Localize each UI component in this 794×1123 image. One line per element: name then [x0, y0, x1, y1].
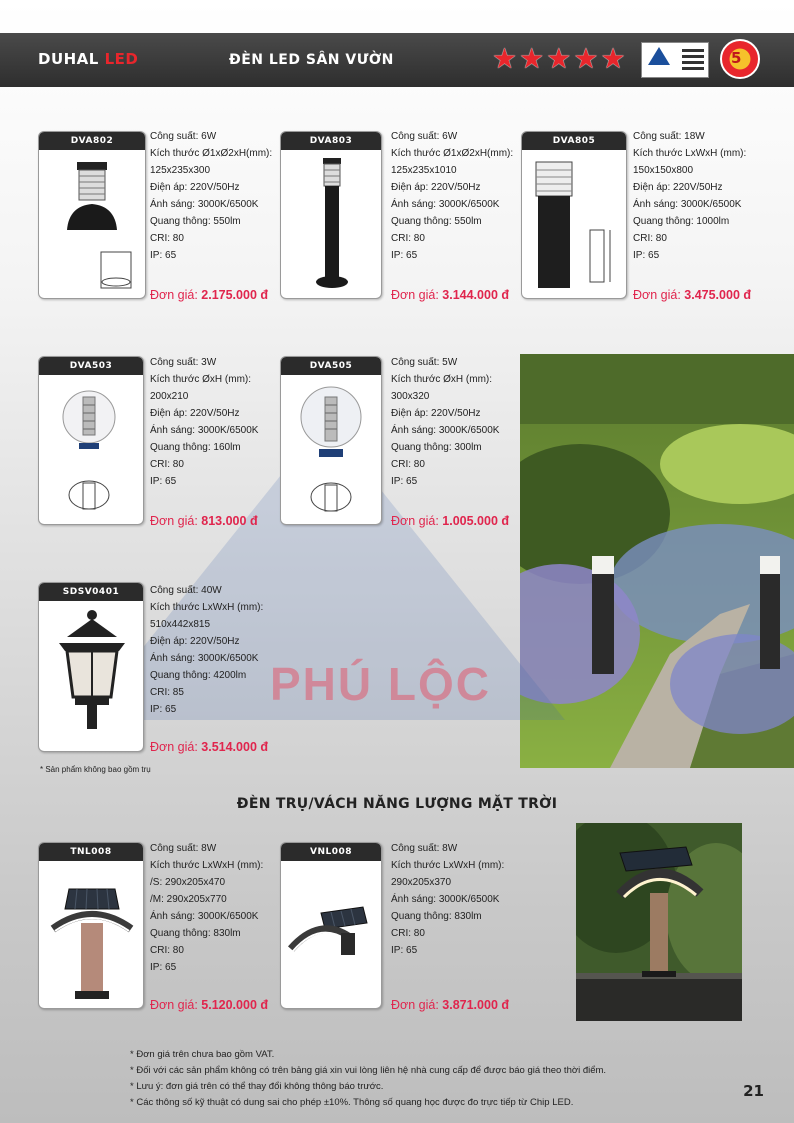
spec-line: IP: 65 — [391, 250, 418, 261]
spec-line: Công suất: 8W — [391, 843, 458, 854]
spec-line: Công suất: 18W — [633, 131, 705, 142]
spec-line: IP: 65 — [391, 945, 418, 956]
spec-line: /M: 290x205x770 — [150, 894, 227, 905]
price-dva802 — [150, 288, 268, 302]
lamp-image-dva505 — [281, 375, 382, 525]
footnotes — [130, 1047, 606, 1111]
spec-line: Quang thông: 4200lm — [150, 670, 247, 681]
spec-line: Ánh sáng: 3000K/6500K — [391, 425, 500, 436]
product-code: VNL008 — [281, 843, 381, 861]
price-label: Đơn giá: — [391, 998, 443, 1012]
spec-line: IP: 65 — [150, 962, 177, 973]
product-code: DVA803 — [281, 132, 381, 150]
product-code: SDSV0401 — [39, 583, 143, 601]
spec-line: Ánh sáng: 3000K/6500K — [633, 199, 742, 210]
star-icon: ★ — [492, 42, 518, 75]
product-card-sdsv0401 — [38, 582, 144, 752]
star-icon: ★ — [573, 42, 599, 75]
brand-logo — [38, 50, 138, 68]
product-code: DVA505 — [281, 357, 381, 375]
spec-line: Ánh sáng: 3000K/6500K — [391, 894, 500, 905]
specs-dva802 — [150, 128, 272, 264]
price-value: 3.144.000 đ — [442, 288, 509, 302]
spec-line: CRI: 80 — [633, 233, 667, 244]
product-card-dva805 — [521, 131, 627, 299]
spec-line: Quang thông: 550lm — [150, 216, 241, 227]
brand-name: DUHAL — [38, 50, 99, 68]
spec-line: Ánh sáng: 3000K/6500K — [150, 425, 259, 436]
specs-tnl008 — [150, 840, 263, 976]
product-code: DVA503 — [39, 357, 143, 375]
spec-line: 125x235x1010 — [391, 165, 457, 176]
spec-line: Quang thông: 160lm — [150, 442, 241, 453]
triangle-mark-icon — [648, 47, 670, 65]
spec-line: Kích thước LxWxH (mm): — [150, 602, 264, 613]
page-title: ĐÈN LED SÂN VƯỜN — [229, 52, 394, 68]
spec-line: Công suất: 8W — [150, 843, 217, 854]
spec-line: Kích thước LxWxH (mm): — [633, 148, 747, 159]
spec-line: Điện áp: 220V/50Hz — [150, 636, 240, 647]
note-no-pole: * Sản phẩm không bao gồm trụ — [40, 765, 151, 774]
spec-line: Ánh sáng: 3000K/6500K — [391, 199, 500, 210]
specs-sdsv0401 — [150, 582, 263, 718]
price-dva803 — [391, 288, 509, 302]
star-icon: ★ — [519, 42, 545, 75]
section-title-solar: ĐÈN TRỤ/VÁCH NĂNG LƯỢNG MẶT TRỜI — [236, 796, 558, 812]
spec-line: Quang thông: 300lm — [391, 442, 482, 453]
price-label: Đơn giá: — [150, 998, 202, 1012]
spec-line: 510x442x815 — [150, 619, 211, 630]
specs-dva803 — [391, 128, 513, 264]
spec-line: Kích thước LxWxH (mm): — [391, 860, 505, 871]
lamp-image-dva805 — [522, 150, 627, 299]
spec-line: CRI: 80 — [150, 459, 184, 470]
spec-line: Điện áp: 220V/50Hz — [150, 408, 240, 419]
product-card-dva503 — [38, 356, 144, 525]
spec-line: Công suất: 6W — [391, 131, 458, 142]
spec-line: Kích thước Ø1xØ2xH(mm): — [150, 148, 273, 159]
seal-text: 5 — [731, 49, 742, 67]
solar-lamp-image — [576, 823, 742, 1021]
cert-bars-icon — [682, 49, 704, 71]
spec-line: Công suất: 3W — [150, 357, 217, 368]
spec-line: Công suất: 6W — [150, 131, 217, 142]
spec-line: Công suất: 40W — [150, 585, 222, 596]
spec-line: IP: 65 — [391, 476, 418, 487]
spec-line: IP: 65 — [633, 250, 660, 261]
solar-lamp-photo — [576, 823, 742, 1021]
price-sdsv0401 — [150, 740, 268, 754]
rating-stars — [492, 43, 626, 75]
quality-seal-icon — [720, 39, 760, 79]
spec-line: Điện áp: 220V/50Hz — [391, 408, 481, 419]
spec-line: Kích thước Ø1xØ2xH(mm): — [391, 148, 514, 159]
price-value: 813.000 đ — [201, 514, 258, 528]
spec-line: Kích thước ØxH (mm): — [150, 374, 252, 385]
spec-line: Công suất: 5W — [391, 357, 458, 368]
spec-line: CRI: 80 — [391, 928, 425, 939]
price-label: Đơn giá: — [150, 288, 202, 302]
spec-line: Ánh sáng: 3000K/6500K — [150, 911, 259, 922]
spec-line: Kích thước ØxH (mm): — [391, 374, 493, 385]
spec-line: CRI: 80 — [391, 459, 425, 470]
spec-line: Quang thông: 550lm — [391, 216, 482, 227]
footnote-line: * Đơn giá trên chưa bao gồm VAT. — [130, 1049, 275, 1060]
price-vnl008 — [391, 998, 509, 1012]
spec-line: IP: 65 — [150, 250, 177, 261]
product-card-dva505 — [280, 356, 382, 525]
price-dva505 — [391, 514, 509, 528]
footnote-line: * Lưu ý: đơn giá trên có thể thay đổi không thông báo trước. — [130, 1081, 384, 1092]
specs-dva503 — [150, 354, 258, 490]
spec-line: 300x320 — [391, 391, 430, 402]
spec-line: Điện áp: 220V/50Hz — [150, 182, 240, 193]
price-value: 3.871.000 đ — [442, 998, 509, 1012]
product-code: DVA802 — [39, 132, 145, 150]
price-dva503 — [150, 514, 258, 528]
product-card-vnl008 — [280, 842, 382, 1009]
spec-line: Kích thước LxWxH (mm): — [150, 860, 264, 871]
price-value: 2.175.000 đ — [201, 288, 268, 302]
lamp-image-vnl008 — [281, 861, 382, 1009]
watermark-text: PHÚ LỘC — [270, 658, 491, 710]
specs-dva505 — [391, 354, 499, 490]
price-label: Đơn giá: — [391, 288, 443, 302]
spec-line: CRI: 80 — [391, 233, 425, 244]
lamp-image-dva802 — [39, 150, 146, 299]
spec-line: Quang thông: 830lm — [391, 911, 482, 922]
lamp-image-tnl008 — [39, 861, 144, 1009]
price-tnl008 — [150, 998, 268, 1012]
lamp-image-sdsv0401 — [39, 601, 144, 752]
price-value: 5.120.000 đ — [201, 998, 268, 1012]
spec-line: CRI: 85 — [150, 687, 184, 698]
footnote-line: * Đối với các sản phẩm không có trên bảng giá xin vui lòng liên hệ nhà cung cấp để được báo giá theo thời điểm. — [130, 1065, 607, 1076]
price-value: 3.514.000 đ — [201, 740, 268, 754]
price-value: 3.475.000 đ — [684, 288, 751, 302]
spec-line: Ánh sáng: 3000K/6500K — [150, 199, 259, 210]
spec-line: IP: 65 — [150, 476, 177, 487]
price-label: Đơn giá: — [150, 740, 202, 754]
spec-line: Quang thông: 1000lm — [633, 216, 730, 227]
price-label: Đơn giá: — [633, 288, 685, 302]
product-card-dva803 — [280, 131, 382, 299]
spec-line: Quang thông: 830lm — [150, 928, 241, 939]
product-code: TNL008 — [39, 843, 143, 861]
star-icon: ★ — [600, 42, 626, 75]
spec-line: 200x210 — [150, 391, 189, 402]
spec-line: /S: 290x205x470 — [150, 877, 226, 888]
spec-line: Điện áp: 220V/50Hz — [633, 182, 723, 193]
price-value: 1.005.000 đ — [442, 514, 509, 528]
certification-logo — [641, 42, 709, 78]
product-card-dva802 — [38, 131, 146, 299]
specs-dva805 — [633, 128, 746, 264]
spec-line: 125x235x300 — [150, 165, 211, 176]
footnote-line: * Các thông số kỹ thuật có dung sai cho phép ±10%. Thông số quang học được đo trực tiếp từ Chip LED. — [130, 1097, 574, 1108]
lamp-image-dva803 — [281, 150, 382, 299]
lamp-image-dva503 — [39, 375, 144, 525]
spec-line: 290x205x370 — [391, 877, 452, 888]
page-header — [0, 33, 794, 87]
star-icon: ★ — [546, 42, 572, 75]
product-code: DVA805 — [522, 132, 626, 150]
spec-line: Điện áp: 220V/50Hz — [391, 182, 481, 193]
page-number: 21 — [743, 1082, 764, 1100]
spec-line: 150x150x800 — [633, 165, 694, 176]
product-card-tnl008 — [38, 842, 144, 1009]
spec-line: CRI: 80 — [150, 945, 184, 956]
price-label: Đơn giá: — [150, 514, 202, 528]
specs-vnl008 — [391, 840, 504, 959]
spec-line: IP: 65 — [150, 704, 177, 715]
brand-led: LED — [104, 50, 139, 68]
price-label: Đơn giá: — [391, 514, 443, 528]
spec-line: CRI: 80 — [150, 233, 184, 244]
price-dva805 — [633, 288, 751, 302]
spec-line: Ánh sáng: 3000K/6500K — [150, 653, 259, 664]
